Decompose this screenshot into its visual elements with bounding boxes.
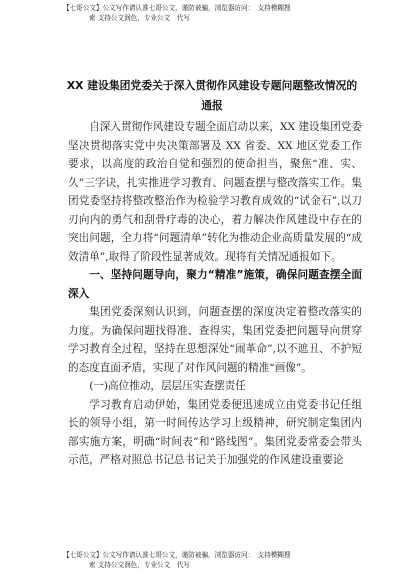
- header-banner-line-1: 【七哥公文】公文写作请认准七哥公文，谨防被骗，浏览器访问： 支持模糊搜: [63, 4, 291, 12]
- header-banner-line-2: 索 支持公文润色，专业公文 代写: [89, 14, 191, 22]
- intro-paragraph: 自深入贯彻作风建设专题全面启动以来，XX 建设集团党委坚决贯彻落实党中央决策部署及 XX 省委、XX 地区党委工作要求，以高度的政治自觉和强烈的使命担当，聚焦“准、实、久”三字诀，扎实推进学习教育、问题查摆与整改落实工作。集团党委坚持将整改整治作为检验学习教育成效的“试金石”,以刀刃向内的勇气和刮骨疗毒的决心，着力解决作风建设中存在的突出问题，全力将“问题清单”转化为推动企业高质量发展的“成效清单”,取得了阶段性显著成效。现将有关情况通报如下。: [68, 121, 362, 263]
- footer-banner-line-2: 索 支持公文润色，专业公文 代写: [89, 561, 191, 569]
- subsection-heading-1: (一)高位推动，层层压实查摆责任: [89, 380, 246, 392]
- section-paragraph-1: 集团党委深刻认识到，问题查摆的深度决定着整改落实的力度。为确保问题找得准、查得实，集团党委把问题导向贯穿学习教育全过程，坚持在思想深处“闹革命”,以不遮丑、不护短的态度直面矛盾，实现了对作风问题的精准“画像”。: [68, 306, 362, 374]
- section-heading-1: 一、坚持问题导向，聚力“精准”施策，确保问题查摆全面深入: [68, 269, 362, 300]
- document-body: [68, 118, 362, 470]
- subsection-paragraph-1: 学习教育启动伊始，集团党委便迅速成立由党委书记任组长的领导小组，第一时间传达学习上级精神，研究制定集团内部实施方案，明确“时间表”和“路线图”。集团党委常委会带头示范，严格对照总书记总书记关于加强党的作风建设重要论: [68, 398, 362, 466]
- footer-banner-line-1: 【七哥公文】公文写作请认准七哥公文，谨防被骗，浏览器访问： 支持模糊搜: [63, 551, 291, 559]
- document-title: XX 建设集团党委关于深入贯彻作风建设专题问题整改情况的通报: [66, 79, 358, 112]
- footer-banner: [63, 550, 363, 570]
- header-banner: [63, 3, 363, 23]
